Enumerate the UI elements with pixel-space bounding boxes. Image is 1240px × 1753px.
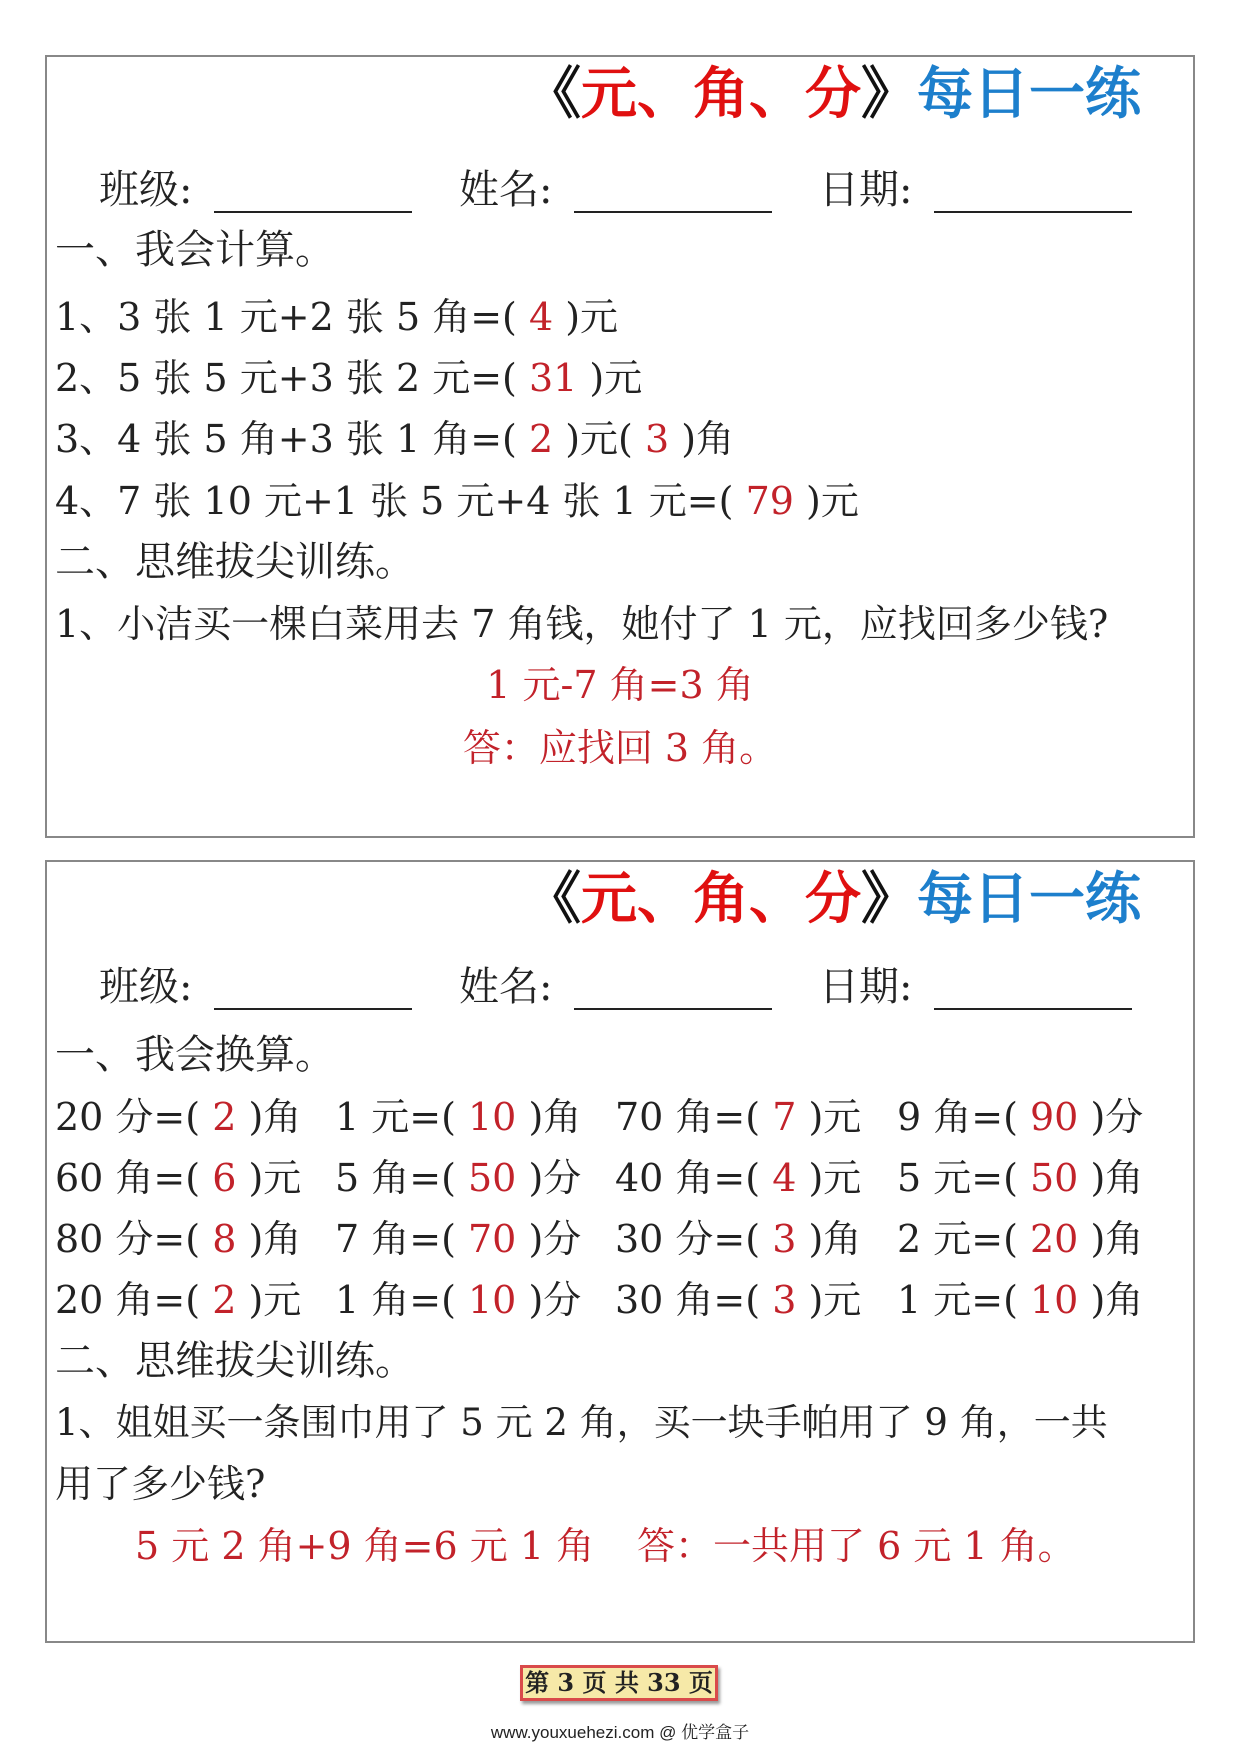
student-info-row [99, 962, 1179, 1012]
answer: 2 [200, 1278, 249, 1322]
name-label: 姓名: [459, 964, 553, 1010]
answer: 8 [200, 1217, 249, 1261]
answer: 3 [760, 1217, 809, 1261]
section-heading: 二、思维拔尖训练。 [55, 539, 415, 585]
answer: 2 [200, 1095, 249, 1139]
problem-line: 2、5 张 5 元+3 张 2 元=( 31 )元 [55, 356, 643, 400]
word-problem: 1、小洁买一棵白菜用去 7 角钱，她付了 1 元，应找回多少钱? [55, 602, 1109, 646]
answer: 31 [516, 356, 590, 400]
worksheet-title: 《元、角、分》每日一练 [525, 867, 1141, 932]
solution-expression: 5 元 2 角+9 角=6 元 1 角 [135, 1524, 595, 1568]
conversion-item: 1 元=( 10 )角 [897, 1278, 1144, 1322]
conversion-item: 5 角=( 50 )分 [335, 1156, 582, 1200]
site-watermark: www.youxuehezi.com @ 优学盒子 [490, 1723, 750, 1742]
conversion-item: 70 角=( 7 )元 [615, 1095, 862, 1139]
conversion-item: 60 角=( 6 )元 [55, 1156, 302, 1200]
answer: 3 [760, 1278, 809, 1322]
answer: 79 [733, 479, 806, 523]
solution-expression: 1 元-7 角=3 角 [486, 663, 754, 707]
answer: 20 [1017, 1217, 1091, 1261]
page-indicator: 第 3 页 共 33 页 [520, 1665, 718, 1701]
class-blank[interactable] [214, 1008, 412, 1010]
class-label: 班级: [99, 964, 193, 1010]
answer: 2 [516, 417, 566, 461]
word-problem: 1、姐姐买一条围巾用了 5 元 2 角，买一块手帕用了 9 角，一共 [55, 1401, 1108, 1444]
conversion-item: 20 角=( 2 )元 [55, 1278, 302, 1322]
conversion-item: 1 元=( 10 )角 [335, 1095, 582, 1139]
section-heading: 二、思维拔尖训练。 [55, 1338, 415, 1384]
solution-answer: 答：应找回 3 角。 [462, 726, 778, 770]
conversion-item: 20 分=( 2 )角 [55, 1095, 302, 1139]
problem-line: 3、4 张 5 角+3 张 1 角=( 2 )元( 3 )角 [55, 417, 735, 461]
section-heading: 一、我会计算。 [55, 227, 335, 273]
answer: 50 [1017, 1156, 1091, 1200]
section-heading: 一、我会换算。 [55, 1032, 335, 1078]
answer: 10 [1017, 1278, 1091, 1322]
conversion-item: 5 元=( 50 )角 [897, 1156, 1144, 1200]
conversion-item: 2 元=( 20 )角 [897, 1217, 1144, 1261]
name-blank[interactable] [574, 211, 772, 213]
date-label: 日期: [819, 167, 913, 213]
answer: 6 [200, 1156, 249, 1200]
word-problem-cont: 用了多少钱? [55, 1462, 266, 1506]
answer: 4 [516, 295, 566, 339]
class-blank[interactable] [214, 211, 412, 213]
conversion-item: 80 分=( 8 )角 [55, 1217, 302, 1261]
solution-answer: 答：一共用了 6 元 1 角。 [637, 1524, 1076, 1568]
problem-line: 4、7 张 10 元+1 张 5 元+4 张 1 元=( 79 )元 [55, 479, 859, 523]
answer: 70 [455, 1217, 529, 1261]
answer: 10 [455, 1278, 529, 1322]
worksheet-title: 《元、角、分》每日一练 [525, 62, 1141, 127]
answer: 7 [760, 1095, 809, 1139]
class-label: 班级: [99, 167, 193, 213]
conversion-item: 7 角=( 70 )分 [335, 1217, 582, 1261]
conversion-item: 40 角=( 4 )元 [615, 1156, 862, 1200]
answer: 4 [760, 1156, 809, 1200]
problem-line: 1、3 张 1 元+2 张 5 角=( 4 )元 [55, 295, 619, 339]
worksheet-1 [45, 55, 1195, 838]
answer: 10 [455, 1095, 529, 1139]
conversion-item: 30 分=( 3 )角 [615, 1217, 862, 1261]
date-blank[interactable] [934, 211, 1132, 213]
answer: 90 [1017, 1095, 1091, 1139]
conversion-item: 30 角=( 3 )元 [615, 1278, 862, 1322]
name-blank[interactable] [574, 1008, 772, 1010]
student-info-row [99, 165, 1179, 215]
date-label: 日期: [819, 964, 913, 1010]
date-blank[interactable] [934, 1008, 1132, 1010]
conversion-item: 9 角=( 90 )分 [897, 1095, 1144, 1139]
worksheet-2 [45, 860, 1195, 1643]
answer: 50 [455, 1156, 529, 1200]
name-label: 姓名: [459, 167, 553, 213]
conversion-item: 1 角=( 10 )分 [335, 1278, 582, 1322]
answer: 3 [632, 417, 682, 461]
